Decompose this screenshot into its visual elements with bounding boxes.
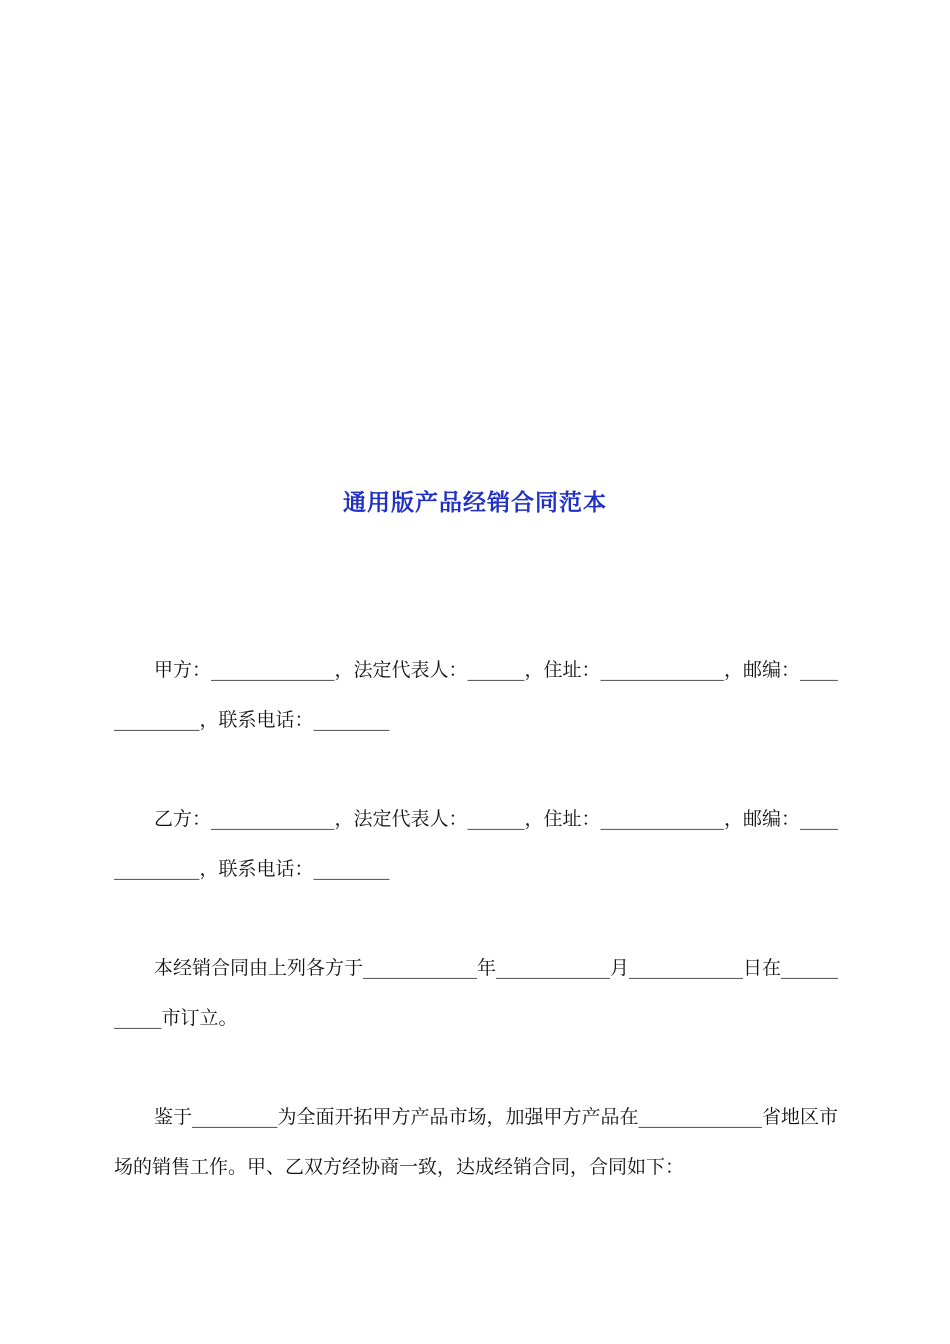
party-a-paragraph: 甲方：_____________，法定代表人：______，住址：_____________，邮编：_____________，联系电话：________ xyxy=(114,659,839,731)
whereas-paragraph: 鉴于_________为全面开拓甲方产品市场，加强甲方产品在_____________省地区市场的销售工作。甲、乙双方经协商一致，达成经销合同，合同如下： xyxy=(114,1106,839,1178)
signing-paragraph: 本经销合同由上列各方于____________年____________月____________日在___________市订立。 xyxy=(114,957,839,1029)
party-b-paragraph: 乙方：_____________，法定代表人：______，住址：_____________，邮编：_____________，联系电话：________ xyxy=(114,808,839,880)
document-title: 通用版产品经销合同范本 xyxy=(343,489,607,516)
